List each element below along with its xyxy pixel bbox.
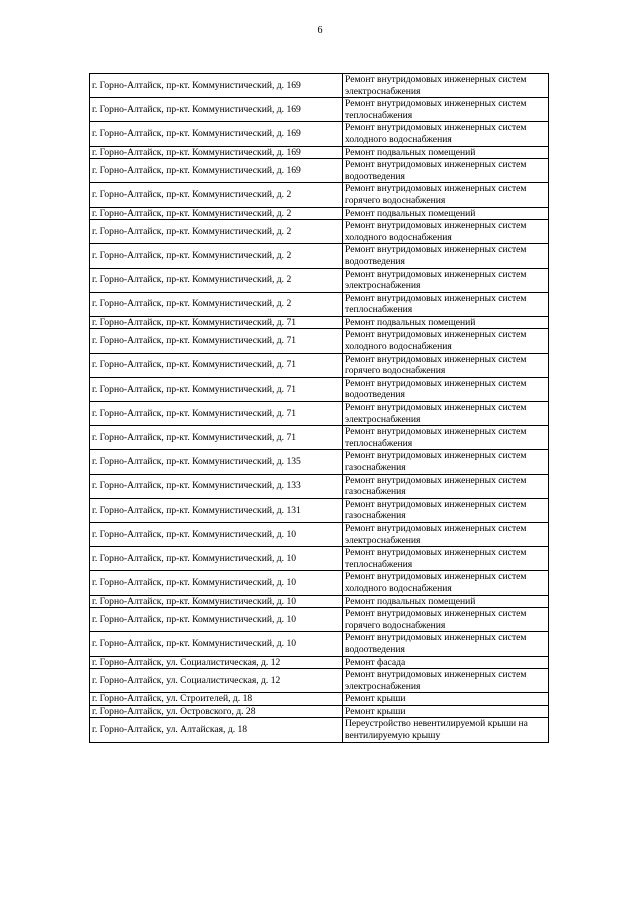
table-row (90, 595, 549, 608)
work-cell: Переустройство невентилируемой крыши на вентилируемую крышу (343, 718, 549, 742)
table-row (90, 450, 549, 474)
table-row (90, 693, 549, 706)
address-cell: г. Горно-Алтайск, пр-кт. Коммунистический, д. 135 (90, 450, 343, 474)
work-cell: Ремонт внутридомовых инженерных систем горячего водоснабжения (343, 608, 549, 632)
work-cell: Ремонт внутридомовых инженерных систем газоснабжения (343, 450, 549, 474)
table-row (90, 547, 549, 571)
table-row (90, 268, 549, 292)
work-cell: Ремонт внутридомовых инженерных систем электроснабжения (343, 402, 549, 426)
table-row (90, 183, 549, 207)
address-cell: г. Горно-Алтайск, пр-кт. Коммунистический, д. 169 (90, 122, 343, 146)
work-cell: Ремонт внутридомовых инженерных систем холодного водоснабжения (343, 220, 549, 244)
work-cell: Ремонт внутридомовых инженерных систем водоотведения (343, 377, 549, 401)
work-cell: Ремонт подвальных помещений (343, 146, 549, 159)
table-row (90, 316, 549, 329)
address-cell: г. Горно-Алтайск, пр-кт. Коммунистический, д. 2 (90, 268, 343, 292)
table-row (90, 207, 549, 220)
address-cell: г. Горно-Алтайск, пр-кт. Коммунистический, д. 133 (90, 474, 343, 498)
table-row (90, 220, 549, 244)
work-cell: Ремонт внутридомовых инженерных систем газоснабжения (343, 474, 549, 498)
address-cell: г. Горно-Алтайск, пр-кт. Коммунистический, д. 71 (90, 402, 343, 426)
address-cell: г. Горно-Алтайск, пр-кт. Коммунистический, д. 169 (90, 98, 343, 122)
address-cell: г. Горно-Алтайск, пр-кт. Коммунистический, д. 71 (90, 426, 343, 450)
work-cell: Ремонт внутридомовых инженерных систем газоснабжения (343, 498, 549, 522)
address-cell: г. Горно-Алтайск, пр-кт. Коммунистический, д. 2 (90, 207, 343, 220)
works-table-body (90, 74, 549, 743)
table-row (90, 718, 549, 742)
work-cell: Ремонт внутридомовых инженерных систем теплоснабжения (343, 98, 549, 122)
work-cell: Ремонт внутридомовых инженерных систем холодного водоснабжения (343, 329, 549, 353)
table-row (90, 705, 549, 718)
works-table (89, 73, 549, 743)
work-cell: Ремонт внутридомовых инженерных систем электроснабжения (343, 268, 549, 292)
address-cell: г. Горно-Алтайск, пр-кт. Коммунистический, д. 10 (90, 632, 343, 656)
table-row (90, 426, 549, 450)
table-row (90, 498, 549, 522)
table-row (90, 632, 549, 656)
address-cell: г. Горно-Алтайск, ул. Алтайская, д. 18 (90, 718, 343, 742)
work-cell: Ремонт внутридомовых инженерных систем горячего водоснабжения (343, 183, 549, 207)
address-cell: г. Горно-Алтайск, пр-кт. Коммунистический, д. 10 (90, 595, 343, 608)
work-cell: Ремонт внутридомовых инженерных систем холодного водоснабжения (343, 122, 549, 146)
address-cell: г. Горно-Алтайск, пр-кт. Коммунистический, д. 2 (90, 292, 343, 316)
work-cell: Ремонт внутридомовых инженерных систем электроснабжения (343, 669, 549, 693)
work-cell: Ремонт внутридомовых инженерных систем водоотведения (343, 159, 549, 183)
address-cell: г. Горно-Алтайск, пр-кт. Коммунистический, д. 71 (90, 329, 343, 353)
work-cell: Ремонт внутридомовых инженерных систем электроснабжения (343, 74, 549, 98)
address-cell: г. Горно-Алтайск, пр-кт. Коммунистический, д. 2 (90, 183, 343, 207)
table-row (90, 474, 549, 498)
work-cell: Ремонт внутридомовых инженерных систем теплоснабжения (343, 547, 549, 571)
work-cell: Ремонт подвальных помещений (343, 207, 549, 220)
table-row (90, 522, 549, 546)
address-cell: г. Горно-Алтайск, пр-кт. Коммунистический, д. 169 (90, 159, 343, 183)
address-cell: г. Горно-Алтайск, пр-кт. Коммунистический, д. 131 (90, 498, 343, 522)
work-cell: Ремонт внутридомовых инженерных систем водоотведения (343, 632, 549, 656)
address-cell: г. Горно-Алтайск, пр-кт. Коммунистический, д. 71 (90, 377, 343, 401)
work-cell: Ремонт фасада (343, 656, 549, 669)
table-row (90, 329, 549, 353)
table-row (90, 122, 549, 146)
work-cell: Ремонт подвальных помещений (343, 316, 549, 329)
address-cell: г. Горно-Алтайск, ул. Социалистическая, д. 12 (90, 656, 343, 669)
table-row (90, 98, 549, 122)
address-cell: г. Горно-Алтайск, пр-кт. Коммунистический, д. 2 (90, 220, 343, 244)
table-row (90, 656, 549, 669)
table-row (90, 669, 549, 693)
table-row (90, 159, 549, 183)
table-row (90, 74, 549, 98)
address-cell: г. Горно-Алтайск, пр-кт. Коммунистический, д. 169 (90, 146, 343, 159)
table-row (90, 571, 549, 595)
table-row (90, 244, 549, 268)
address-cell: г. Горно-Алтайск, пр-кт. Коммунистический, д. 10 (90, 571, 343, 595)
address-cell: г. Горно-Алтайск, пр-кт. Коммунистический, д. 169 (90, 74, 343, 98)
work-cell: Ремонт внутридомовых инженерных систем холодного водоснабжения (343, 571, 549, 595)
table-row (90, 402, 549, 426)
work-cell: Ремонт внутридомовых инженерных систем теплоснабжения (343, 426, 549, 450)
table-row (90, 146, 549, 159)
address-cell: г. Горно-Алтайск, пр-кт. Коммунистический, д. 71 (90, 316, 343, 329)
address-cell: г. Горно-Алтайск, ул. Островского, д. 28 (90, 705, 343, 718)
table-row (90, 292, 549, 316)
table-row (90, 353, 549, 377)
work-cell: Ремонт подвальных помещений (343, 595, 549, 608)
work-cell: Ремонт внутридомовых инженерных систем горячего водоснабжения (343, 353, 549, 377)
work-cell: Ремонт крыши (343, 693, 549, 706)
work-cell: Ремонт крыши (343, 705, 549, 718)
work-cell: Ремонт внутридомовых инженерных систем теплоснабжения (343, 292, 549, 316)
address-cell: г. Горно-Алтайск, пр-кт. Коммунистический, д. 71 (90, 353, 343, 377)
address-cell: г. Горно-Алтайск, пр-кт. Коммунистический, д. 2 (90, 244, 343, 268)
table-row (90, 377, 549, 401)
work-cell: Ремонт внутридомовых инженерных систем водоотведения (343, 244, 549, 268)
address-cell: г. Горно-Алтайск, пр-кт. Коммунистический, д. 10 (90, 522, 343, 546)
page-number: 6 (317, 25, 323, 36)
table-row (90, 608, 549, 632)
address-cell: г. Горно-Алтайск, пр-кт. Коммунистический, д. 10 (90, 547, 343, 571)
address-cell: г. Горно-Алтайск, пр-кт. Коммунистический, д. 10 (90, 608, 343, 632)
work-cell: Ремонт внутридомовых инженерных систем электроснабжения (343, 522, 549, 546)
address-cell: г. Горно-Алтайск, ул. Социалистическая, д. 12 (90, 669, 343, 693)
address-cell: г. Горно-Алтайск, ул. Строителей, д. 18 (90, 693, 343, 706)
